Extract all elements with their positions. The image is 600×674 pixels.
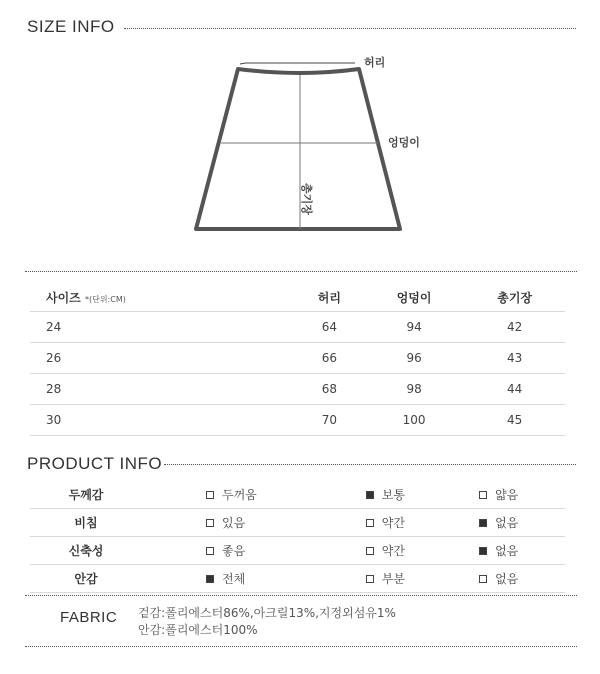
row-label: 비침 xyxy=(30,509,142,537)
title-divider xyxy=(164,464,576,465)
waist-cell: 70 xyxy=(295,405,364,436)
option xyxy=(479,542,518,559)
checkbox-icon xyxy=(206,575,214,583)
size-cell: 26 xyxy=(30,343,295,374)
option xyxy=(479,514,518,531)
checkbox-icon xyxy=(366,519,374,527)
option-label: 보통 xyxy=(381,488,405,502)
option-label: 전체 xyxy=(222,572,246,586)
size-table xyxy=(30,283,565,436)
checkbox-icon xyxy=(206,547,214,555)
option xyxy=(366,514,405,531)
option-label: 부분 xyxy=(381,572,405,586)
fabric-lining: 안감:폴리에스터100% xyxy=(138,623,258,637)
header-length: 총기장 xyxy=(464,283,565,312)
header-hip: 엉덩이 xyxy=(364,283,465,312)
size-cell: 24 xyxy=(30,312,295,343)
waist-cell: 68 xyxy=(295,374,364,405)
checkbox-icon xyxy=(479,519,487,527)
header-waist: 허리 xyxy=(295,283,364,312)
option xyxy=(479,486,518,503)
size-info-title: SIZE INFO xyxy=(27,17,115,36)
hip-label: 엉덩이 xyxy=(388,136,420,149)
option xyxy=(206,514,245,531)
product-row-lining xyxy=(30,565,565,593)
checkbox-icon xyxy=(479,575,487,583)
fabric-label: FABRIC xyxy=(60,609,118,626)
option-label: 약간 xyxy=(381,516,405,530)
option-label: 없음 xyxy=(495,544,519,558)
row-label: 안감 xyxy=(30,565,142,593)
option-label: 약간 xyxy=(381,544,405,558)
hip-cell: 94 xyxy=(364,312,465,343)
skirt-diagram xyxy=(0,0,600,260)
length-cell: 45 xyxy=(464,405,565,436)
option xyxy=(206,542,245,559)
waist-cell: 64 xyxy=(295,312,364,343)
length-label: 총기장 xyxy=(300,183,313,215)
checkbox-icon xyxy=(366,547,374,555)
option xyxy=(479,570,518,587)
product-row-elasticity xyxy=(30,537,565,565)
waist-cell: 66 xyxy=(295,343,364,374)
checkbox-icon xyxy=(366,575,374,583)
option-label: 좋음 xyxy=(222,544,246,558)
checkbox-icon xyxy=(479,491,487,499)
hip-cell: 98 xyxy=(364,374,465,405)
option xyxy=(366,542,405,559)
product-info-title: PRODUCT INFO xyxy=(27,454,163,473)
option xyxy=(206,570,245,587)
section-divider xyxy=(25,271,577,272)
size-cell: 28 xyxy=(30,374,295,405)
option xyxy=(366,486,405,503)
waist-pointer xyxy=(240,63,355,64)
row-label: 두께감 xyxy=(30,481,142,509)
length-cell: 43 xyxy=(464,343,565,374)
hip-cell: 100 xyxy=(364,405,465,436)
table-row xyxy=(30,343,565,374)
length-cell: 42 xyxy=(464,312,565,343)
size-cell: 30 xyxy=(30,405,295,436)
product-row-sheerness xyxy=(30,509,565,537)
product-row-thickness xyxy=(30,481,565,509)
option-label: 있음 xyxy=(222,516,246,530)
size-table-header xyxy=(30,283,565,312)
checkbox-icon xyxy=(479,547,487,555)
checkbox-icon xyxy=(366,491,374,499)
row-label: 신축성 xyxy=(30,537,142,565)
waist-label: 허리 xyxy=(364,56,386,69)
section-divider xyxy=(25,646,577,647)
checkbox-icon xyxy=(206,519,214,527)
header-size: 사이즈 *(단위:CM) xyxy=(30,283,295,312)
table-row xyxy=(30,312,565,343)
table-row xyxy=(30,374,565,405)
option-label: 두꺼움 xyxy=(222,488,257,502)
option-label: 없음 xyxy=(495,516,519,530)
option xyxy=(206,486,257,503)
length-cell: 44 xyxy=(464,374,565,405)
hip-cell: 96 xyxy=(364,343,465,374)
option-label: 얇음 xyxy=(495,488,519,502)
option xyxy=(366,570,405,587)
skirt-outline xyxy=(196,69,400,229)
unit-note: *(단위:CM) xyxy=(84,294,126,304)
checkbox-icon xyxy=(206,491,214,499)
table-row xyxy=(30,405,565,436)
option-label: 없음 xyxy=(495,572,519,586)
section-divider xyxy=(25,595,577,596)
product-info-table xyxy=(30,481,565,593)
fabric-outer: 겉감:폴리에스터86%,아크릴13%,지정외섬유1% xyxy=(138,606,396,620)
